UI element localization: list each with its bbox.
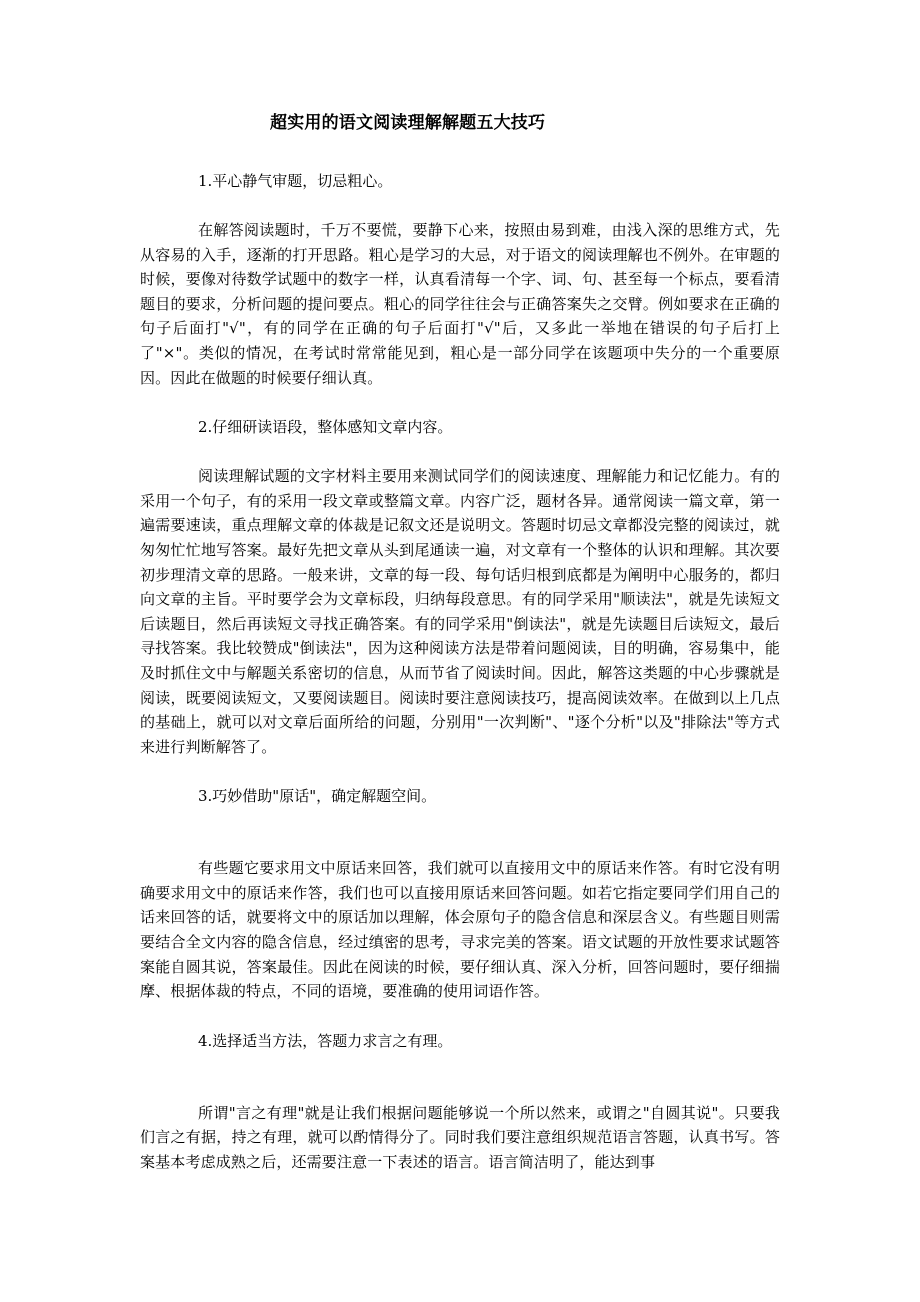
section-paragraph-3: 有些题它要求用文中原话来回答，我们就可以直接用文中的原话来作答。有时它没有明确要求用文中的原话来作答，我们也可以直接用原话来回答问题。如若它指定要同学们用自己的话来回答的话，就要将文中的原话加以理解，体会原句子的隐含信息和深层含义。有些题目则需要结合全文内容的隐含信息，经过缜密的思考，寻求完美的答案。语文试题的开放性要求试题答案能自圆其说，答案最佳。因此在阅读的时候，要仔细认真、深入分析，回答问题时，要仔细揣摩、根据体裁的特点，不同的语境，要准确的使用词语作答。 [140,859,780,1001]
section-heading-4: 4.选择适当方法，答题力求言之有理。 [198,1031,453,1050]
section-paragraph-2: 阅读理解试题的文字材料主要用来测试同学们的阅读速度、理解能力和记忆能力。有的采用一个句子，有的采用一段文章或整篇文章。内容广泛，题材各异。通常阅读一篇文章，第一遍需要速读，重点理解文章的体裁是记叙文还是说明文。答题时切忌文章都没完整的阅读过，就匆匆忙忙地写答案。最好先把文章从头到尾通读一遍，对文章有一个整体的认识和理解。其次要初步理清文章的思路。一般来讲，文章的每一段、每句话归根到底都是为阐明中心服务的，都归向文章的主旨。平时要学会为文章标段，归纳每段意思。有的同学采用"顺读法"，就是先读短文后读题目，然后再读短文寻找正确答案。有的同学采用"倒读法"，就是先读题目后读短文，最后寻找答案。我比较赞成"倒读法"，因为这种阅读方法是带着问题阅读，目的明确，容易集中，能及时抓住文中与解题关系密切的信息，从而节省了阅读时间。因此，解答这类题的中心步骤就是阅读，既要阅读短文，又要阅读题目。阅读时要注意阅读技巧，提高阅读效率。在做到以上几点的基础上，就可以对文章后面所给的问题，分别用"一次判断"、"逐个分析"以及"排除法"等方式来进行判断解答了。 [140,467,780,756]
section-paragraph-1: 在解答阅读题时，千万不要慌，要静下心来，按照由易到难，由浅入深的思维方式，先从容易的入手，逐渐的打开思路。粗心是学习的大忌，对于语文的阅读理解也不例外。在审题的时候，要像对待数学试题中的数字一样，认真看清每一个字、词、句、甚至每一个标点，要看清题目的要求，分析问题的提问要点。粗心的同学往往会与正确答案失之交臂。例如要求在正确的句子后面打"√"，有的同学在正确的句子后面打"√"后，又多此一举地在错误的句子后打上了"×"。类似的情况，在考试时常常能见到，粗心是一部分同学在该题项中失分的一个重要原因。因此在做题的时候要仔细认真。 [140,221,780,387]
document-page [140,108,780,1175]
spacer [140,390,780,415]
section-paragraph-4: 所谓"言之有理"就是让我们根据问题能够说一个所以然来，或谓之"自圆其说"。只要我们言之有据，持之有理，就可以酌情得分了。同时我们要注意组织规范语言答题，认真书写。答案基本考虑成熟之后，还需要注意一下表述的语言。语言简洁明了，能达到事 [140,1103,780,1172]
section-heading-3: 3.巧妙借助"原话"，确定解题空间。 [198,787,437,806]
spacer [140,759,780,784]
spacer [140,1004,780,1029]
spacer [140,808,780,856]
spacer [140,439,780,464]
document-title: 超实用的语文阅读理解解题五大技巧 [270,113,546,133]
section-heading-2: 2.仔细研读语段，整体感知文章内容。 [198,418,453,437]
spacer [140,193,780,218]
spacer [140,138,780,169]
section-heading-1: 1.平心静气审题，切忌粗心。 [198,172,393,190]
spacer [140,1053,780,1101]
